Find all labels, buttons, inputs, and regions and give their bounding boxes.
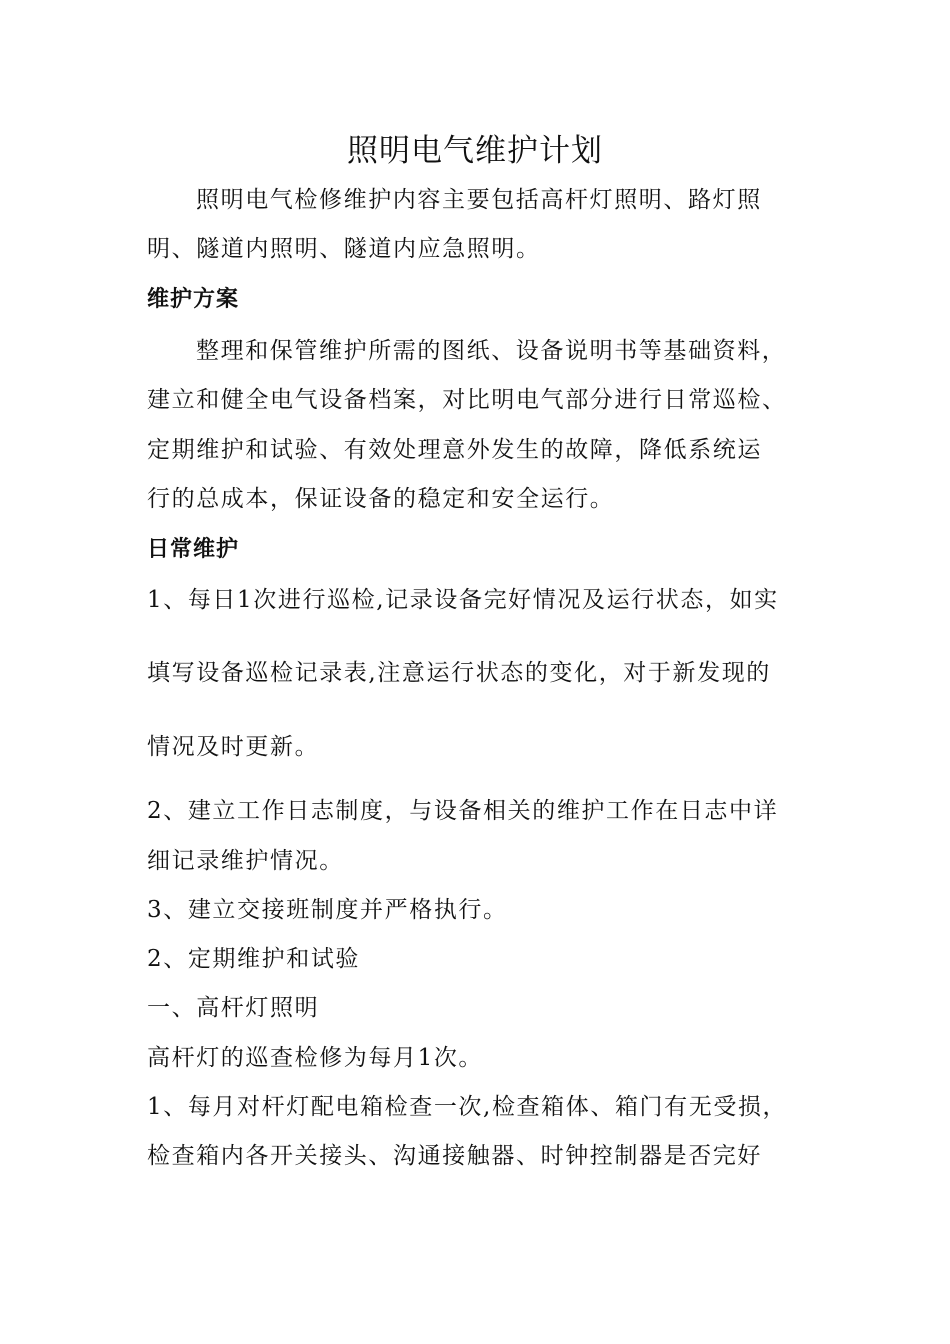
- section-heading-plan: 维护方案: [147, 287, 240, 312]
- daily-line-1: 1、每日1次进行巡检,记录设备完好情况及运行状态，如实: [147, 587, 779, 613]
- daily-line-10: 1、每月对杆灯配电箱检查一次,检查箱体、箱门有无受损，: [147, 1094, 788, 1120]
- daily-line-3: 情况及时更新。: [147, 734, 320, 760]
- daily-line-4: 2、建立工作日志制度，与设备相关的维护工作在日志中详: [147, 798, 779, 824]
- daily-line-5: 细记录维护情况。: [147, 848, 344, 874]
- intro-line-2: 明、隧道内照明、隧道内应急照明。: [147, 236, 541, 262]
- daily-line-2: 填写设备巡检记录表,注意运行状态的变化，对于新发现的: [147, 660, 771, 686]
- plan-line-3: 定期维护和试验、有效处理意外发生的故障，降低系统运: [147, 437, 762, 463]
- daily-line-9: 高杆灯的巡查检修为每月1次。: [147, 1045, 484, 1071]
- intro-line-1: 照明电气检修维护内容主要包括高杆灯照明、路灯照: [196, 187, 762, 213]
- plan-line-1: 整理和保管维护所需的图纸、设备说明书等基础资料，: [196, 338, 787, 364]
- plan-line-2: 建立和健全电气设备档案，对比明电气部分进行日常巡检、: [147, 387, 787, 413]
- plan-line-4: 行的总成本，保证设备的稳定和安全运行。: [147, 486, 615, 512]
- daily-line-8: 一、高杆灯照明: [147, 995, 320, 1021]
- section-heading-daily: 日常维护: [147, 537, 240, 562]
- document-title: 照明电气维护计划: [347, 133, 603, 169]
- daily-line-11: 检查箱内各开关接头、沟通接触器、时钟控制器是否完好: [147, 1143, 762, 1169]
- daily-line-7: 2、定期维护和试验: [147, 946, 361, 972]
- daily-line-6: 3、建立交接班制度并严格执行。: [147, 897, 508, 923]
